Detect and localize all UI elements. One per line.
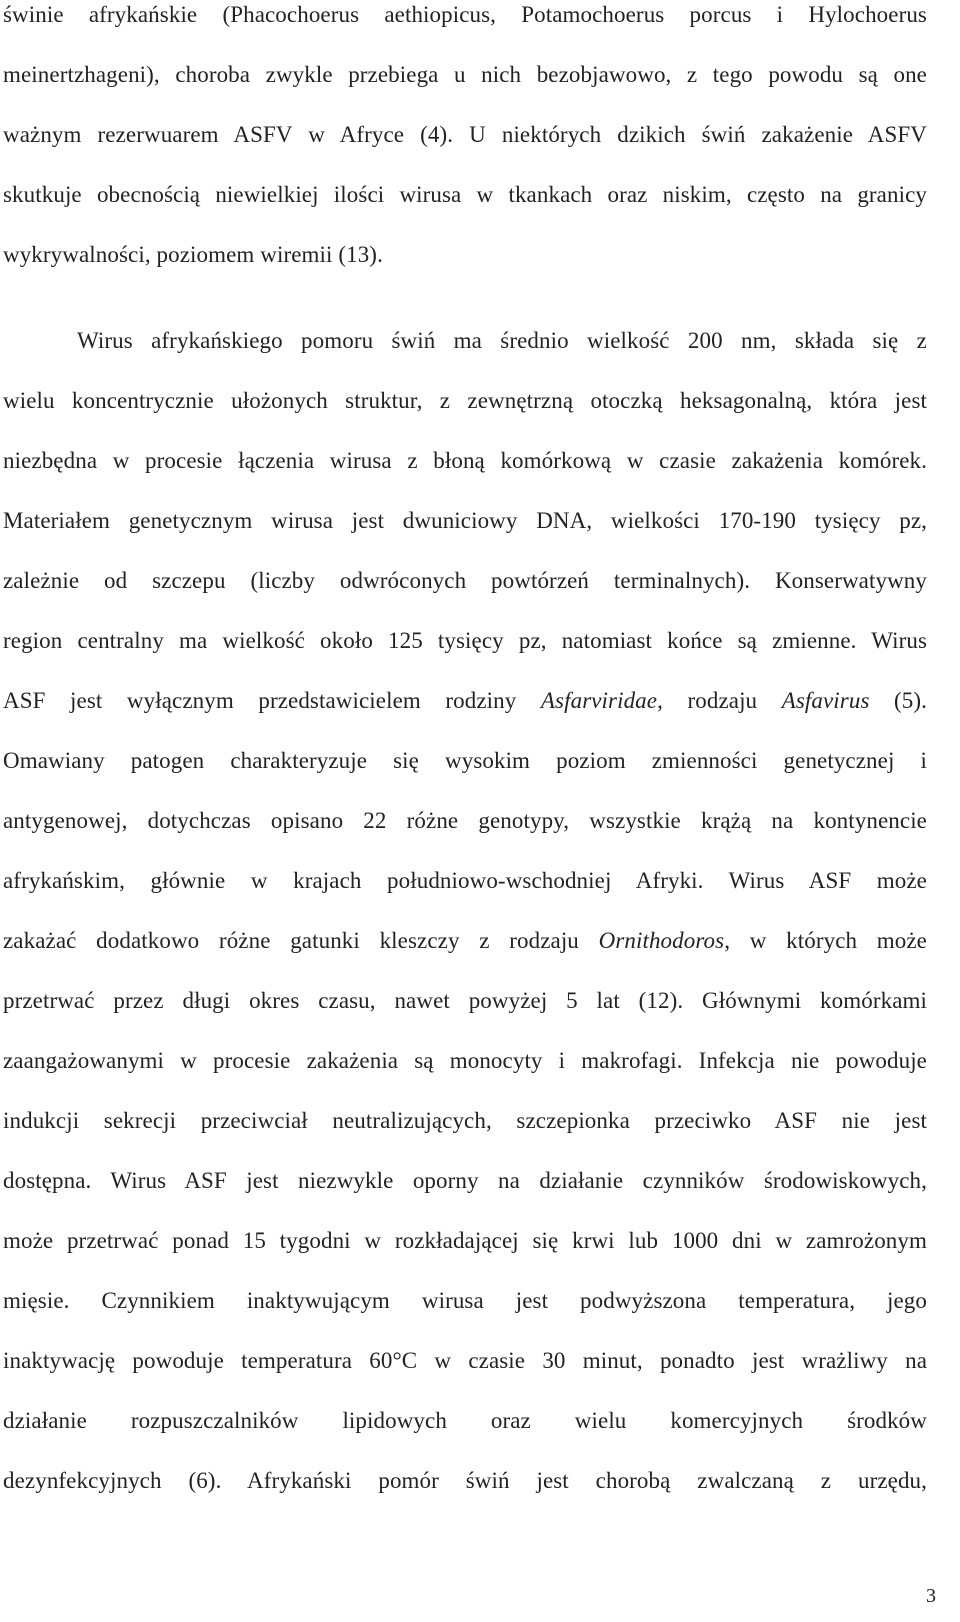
text-line: działanie rozpuszczalników lipidowych oraz wielu komercyjnych środków — [3, 1408, 927, 1433]
text-line: niezbędna w procesie łączenia wirusa z błoną komórkową w czasie zakażenia komórek. — [3, 448, 927, 473]
text-line: wielu koncentrycznie ułożonych struktur, z zewnętrzną otoczką heksagonalną, która jest — [3, 388, 927, 413]
text-line: region centralny ma wielkość około 125 tysięcy pz, natomiast końce są zmienne. Wirus — [3, 628, 927, 653]
genus-name-italic: Asfavirus — [781, 688, 870, 713]
text-line: afrykańskim, głównie w krajach południowo-wschodniej Afryki. Wirus ASF może — [3, 868, 927, 893]
text-line-with-taxonomy — [3, 686, 927, 716]
text-line: może przetrwać ponad 15 tygodni w rozkładającej się krwi lub 1000 dni w zamrożonym — [3, 1228, 927, 1253]
text-line: antygenowej, dotychczas opisano 22 różne genotypy, wszystkie krążą na kontynencie — [3, 808, 927, 833]
text-line: indukcji sekrecji przeciwciał neutralizujących, szczepionka przeciwko ASF nie jest — [3, 1108, 927, 1133]
text-segment: , rodzaju — [657, 688, 782, 713]
text-line: wykrywalności, poziomem wiremii (13). — [3, 242, 383, 267]
family-name-italic: Asfarviridae — [540, 688, 658, 713]
text-segment: (5). — [869, 688, 928, 713]
text-line: meinertzhageni), choroba zwykle przebiega u nich bezobjawowo, z tego powodu są one — [3, 62, 927, 87]
text-line: zależnie od szczepu (liczby odwróconych powtórzeń terminalnych). Konserwatywny — [3, 568, 927, 593]
text-line: Materiałem genetycznym wirusa jest dwuniciowy DNA, wielkości 170-190 tysięcy pz, — [3, 508, 927, 533]
text-line: dostępna. Wirus ASF jest niezwykle oporny na działanie czynników środowiskowych, — [3, 1168, 927, 1193]
text-line: przetrwać przez długi okres czasu, nawet powyżej 5 lat (12). Głównymi komórkami — [3, 988, 927, 1013]
text-line: zaangażowanymi w procesie zakażenia są monocyty i makrofagi. Infekcja nie powoduje — [3, 1048, 927, 1073]
text-line: dezynfekcyjnych (6). Afrykański pomór świń jest chorobą zwalczaną z urzędu, — [3, 1468, 927, 1493]
page-number: 3 — [926, 1585, 936, 1607]
text-line: mięsie. Czynnikiem inaktywującym wirusa jest podwyższona temperatura, jego — [3, 1288, 927, 1313]
text-segment: , w których może — [724, 928, 927, 953]
text-line: świnie afrykańskie (Phacochoerus aethiopicus, Potamochoerus porcus i Hylochoerus — [3, 2, 927, 27]
text-segment: ASF jest wyłącznym przedstawicielem rodziny — [3, 688, 541, 713]
genus-name-italic: Ornithodoros — [598, 928, 725, 953]
text-line: Omawiany patogen charakteryzuje się wysokim poziom zmienności genetycznej i — [3, 748, 927, 773]
paragraph-first-line: Wirus afrykańskiego pomoru świń ma średnio wielkość 200 nm, składa się z — [77, 328, 927, 353]
text-line: ważnym rezerwuarem ASFV w Afryce (4). U niektórych dzikich świń zakażenie ASFV — [3, 122, 927, 147]
text-line-with-genus — [3, 926, 927, 956]
text-line: skutkuje obecnością niewielkiej ilości wirusa w tkankach oraz niskim, często na granicy — [3, 182, 927, 207]
text-segment: zakażać dodatkowo różne gatunki kleszczy z rodzaju — [3, 928, 599, 953]
text-line: inaktywację powoduje temperatura 60°C w czasie 30 minut, ponadto jest wrażliwy na — [3, 1348, 927, 1373]
